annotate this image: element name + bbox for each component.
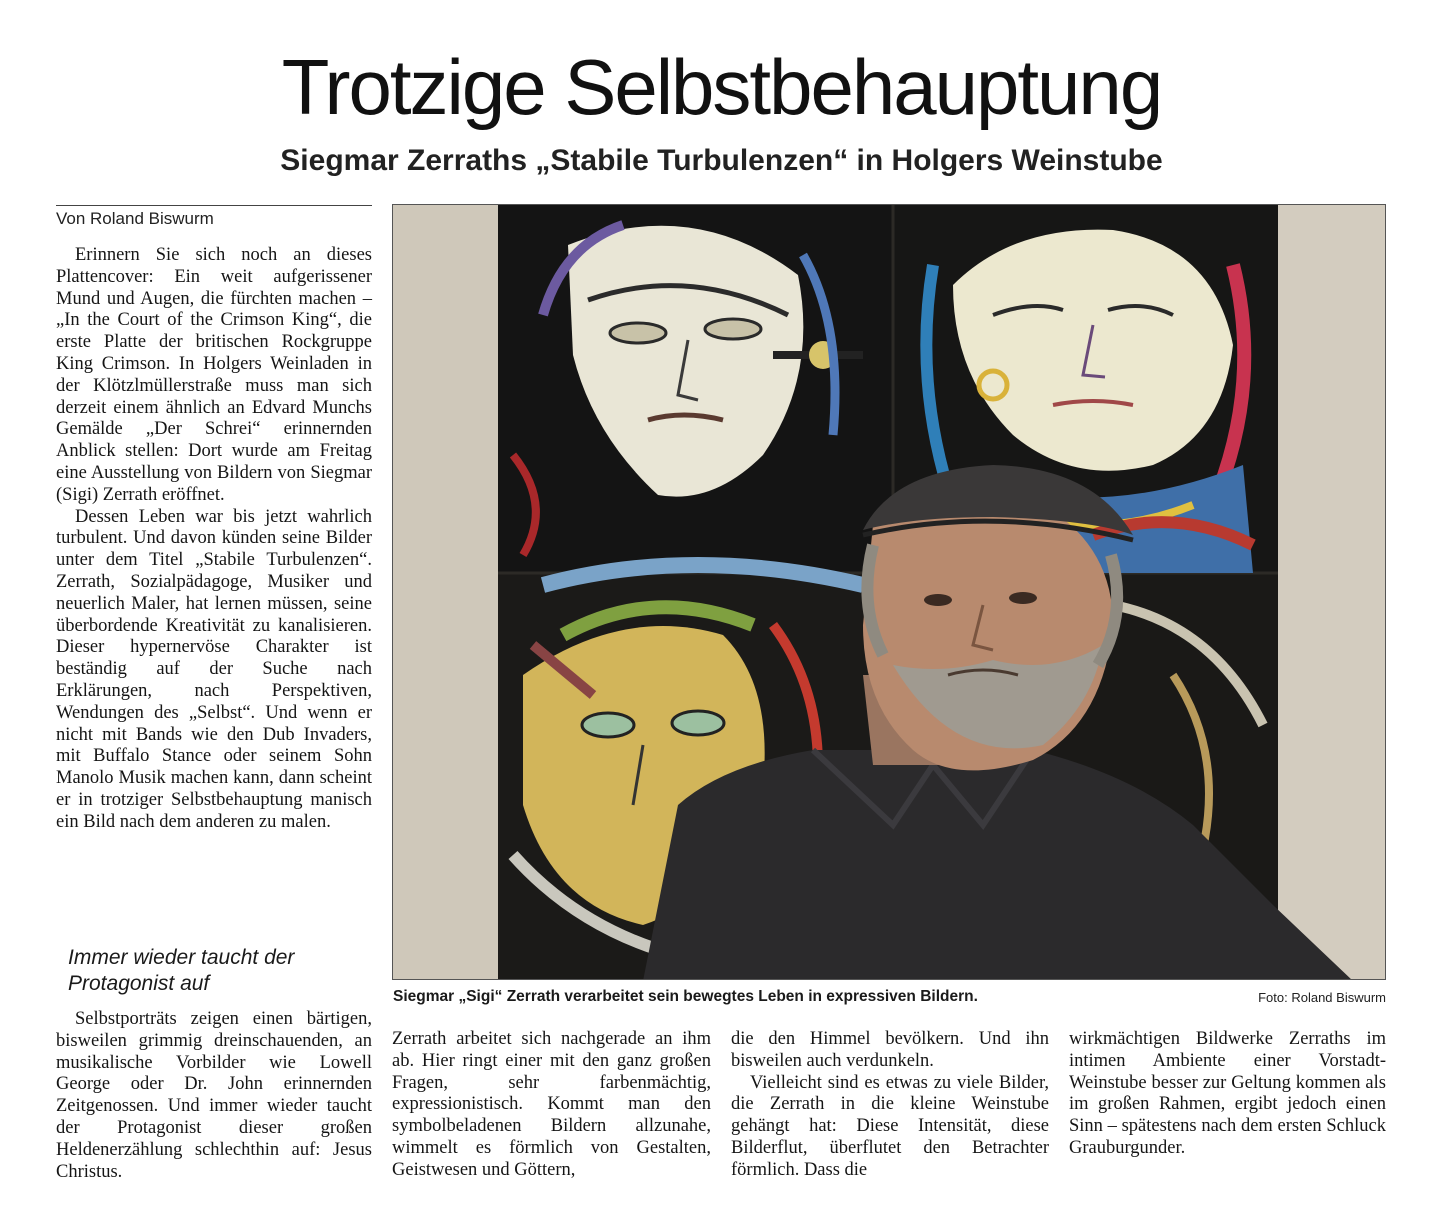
paragraph: wirkmächtigen Bildwerke Zerraths im intimen Ambiente einer Vorstadt-Weinstube besser zur Geltung kommen als im großen Rahmen, ergibt jedoch einen Sinn – spätestens nach dem ersten Schluck Grauburgunder.	[1069, 1029, 1386, 1158]
paragraph: Zerrath arbeitet sich nachgerade an ihm ab. Hier ringt einer mit den ganz großen Fragen, sehr farbenmächtig, expressionistisch. Kommt man den symbolbeladenen Bildern allzunahe, wimmelt es förmlich von Gestalten, Geistwesen und Göttern,	[392, 1029, 711, 1180]
paragraph: die den Himmel bevölkern. Und ihn bisweilen auch verdunkeln.	[731, 1029, 1049, 1071]
headline: Trotzige Selbstbehauptung	[281, 43, 1162, 131]
paragraph: Selbstporträts zeigen einen bärtigen, bisweilen grimmig dreinschauenden, an musikalische Vorbilder wie Lowell George oder Dr. John erinnernden Zeitgenossen. Und immer wieder taucht der Protagonist dieser großen Heldenerzählung schlechthin auf: Jesus Christus.	[56, 1009, 372, 1182]
article-column-2	[392, 1029, 711, 1182]
photo-caption: Siegmar „Sigi“ Zerrath verarbeitet sein bewegtes Leben in expressiven Bildern.	[393, 988, 978, 1005]
byline-rule	[56, 205, 372, 206]
photo-illustration	[393, 205, 1386, 980]
article-column-3	[731, 1029, 1049, 1182]
article-column-1	[56, 245, 372, 834]
paragraph: Vielleicht sind es etwas zu viele Bilder, die Zerrath in die kleine Weinstube gehängt hat: Diese Intensität, diese Bilderflut, überflutet den Betrachter förmlich. Dass die	[731, 1072, 1049, 1180]
paragraph: Erinnern Sie sich noch an dieses Plattencover: Ein weit aufgerissener Mund und Augen, die fürchten machen – „In the Court of the Crimson King“, die erste Platte der britischen Rockgruppe King Crimson. In Holgers Weinladen in der Klötzlmüllerstraße muss man sich derzeit einem ähnlich an Edvard Munchs Gemälde „Der Schrei“ erinnernden Anblick stellen: Dort wurde am Freitag eine Ausstellung von Bildern von Siegmar (Sigi) Zerrath eröffnet.	[56, 245, 372, 505]
article-photo	[392, 204, 1386, 980]
photo-credit: Foto: Roland Biswurm	[1258, 990, 1386, 1005]
article-column-4	[1069, 1029, 1386, 1160]
article-column-1-continued	[56, 1009, 372, 1183]
paragraph: Dessen Leben war bis jetzt wahrlich turbulent. Und davon künden seine Bilder unter dem Titel „Stabile Turbulenzen“. Zerrath, Sozialpädagoge, Musiker und neuerlich Maler, hat lernen müssen, seine überbordende Kreativität zu kanalisieren. Dieser hypernervöse Charakter ist beständig auf der Suche nach Erklärungen, nach Perspektiven, Wendungen des „Selbst“. Und wenn er nicht mit Bands wie den Dub Invaders, mit Buffalo Stance oder seinem Sohn Manolo Musik machen kann, dann scheint er in trotziger Selbstbehauptung manisch ein Bild nach dem anderen zu malen.	[56, 506, 372, 832]
subheadline: Siegmar Zerraths „Stabile Turbulenzen“ in Holgers Weinstube	[280, 144, 1163, 177]
section-subhead: Immer wieder taucht der Protagonist auf	[68, 946, 295, 995]
byline: Von Roland Biswurm	[56, 209, 214, 228]
